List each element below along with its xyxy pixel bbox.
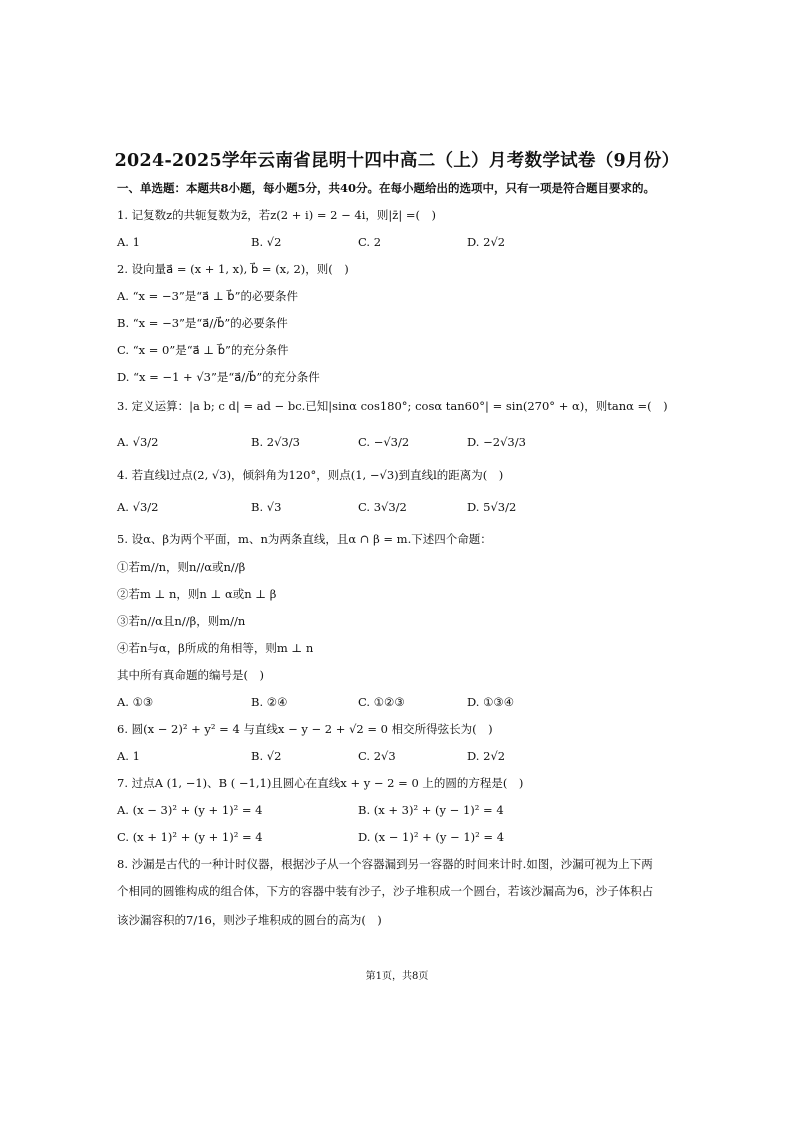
question-5-proposition-2: ②若m ⊥ n，则n ⊥ α或n ⊥ β xyxy=(117,587,277,601)
question-4-stem: 4. 若直线l过点(2, √3)，倾斜角为120°，则点(1, −√3)到直线l的距离为( ) xyxy=(117,468,504,482)
question-3-option-c: C. −√3/2 xyxy=(358,435,410,449)
question-5-proposition-3: ③若n//α且n//β，则m//n xyxy=(117,614,246,628)
question-4-option-c: C. 3√3/2 xyxy=(358,500,407,514)
question-7-stem: 7. 过点A (1, −1)、B ( −1,1)且圆心在直线x + y − 2 = 0 上的圆的方程是( ) xyxy=(117,776,524,790)
question-7-option-a: A. (x − 3)² + (y + 1)² = 4 xyxy=(117,803,263,817)
page-footer: 第1页，共8页 xyxy=(365,971,429,982)
question-6-option-b: B. √2 xyxy=(251,749,282,763)
question-5-ask: 其中所有真命题的编号是( ) xyxy=(117,668,264,682)
question-5-stem: 5. 设α、β为两个平面，m、n为两条直线，且α ∩ β = m.下述四个命题： xyxy=(117,532,492,546)
question-4-option-a: A. √3/2 xyxy=(117,500,159,514)
question-8-line-2: 个相同的圆锥构成的组合体，下方的容器中装有沙子，沙子堆积成一个圆台，若该沙漏高为6，沙子体积占 xyxy=(117,884,654,898)
question-2-stem: 2. 设向量a⃗ = (x + 1, x), b⃗ = (x, 2)，则( ) xyxy=(117,262,349,276)
question-5-proposition-1: ①若m//n，则n//α或n//β xyxy=(117,560,246,574)
question-8-line-3: 该沙漏容积的7/16，则沙子堆积成的圆台的高为( ) xyxy=(117,913,382,927)
question-5-option-a: A. ①③ xyxy=(117,695,154,709)
question-1-option-d: D. 2√2 xyxy=(467,235,506,249)
question-3-option-a: A. √3/2 xyxy=(117,435,159,449)
question-2-option-b: B. “x = −3”是“a⃗//b⃗”的必要条件 xyxy=(117,316,288,330)
question-6-stem: 6. 圆(x − 2)² + y² = 4 与直线x − y − 2 + √2 = 0 相交所得弦长为( ) xyxy=(117,722,493,736)
question-3-stem: 3. 定义运算：|a b; c d| = ad − bc.已知|sinα cos180°; cosα tan60°| = sin(270° + α)，则tanα =( ) xyxy=(117,399,668,413)
question-5-option-d: D. ①③④ xyxy=(467,695,515,709)
page-title: 2024-2025学年云南省昆明十四中高二（上）月考数学试卷（9月份） xyxy=(114,151,680,171)
question-4-option-d: D. 5√3/2 xyxy=(467,500,517,514)
question-6-option-c: C. 2√3 xyxy=(358,749,396,763)
question-2-option-d: D. “x = −1 + √3”是“a⃗//b⃗”的充分条件 xyxy=(117,370,320,384)
question-6-option-d: D. 2√2 xyxy=(467,749,506,763)
question-1-stem: 1. 记复数z的共轭复数为z̄，若z(2 + i) = 2 − 4i，则|z̄| =( ) xyxy=(117,208,436,222)
question-2-option-a: A. “x = −3”是“a⃗ ⊥ b⃗”的必要条件 xyxy=(117,289,298,303)
question-5-proposition-4: ④若n与α，β所成的角相等，则m ⊥ n xyxy=(117,641,314,655)
question-1-option-c: C. 2 xyxy=(358,235,382,249)
question-3-option-d: D. −2√3/3 xyxy=(467,435,526,449)
question-7-option-b: B. (x + 3)² + (y − 1)² = 4 xyxy=(358,803,504,817)
question-7-option-c: C. (x + 1)² + (y + 1)² = 4 xyxy=(117,830,263,844)
question-7-option-d: D. (x − 1)² + (y − 1)² = 4 xyxy=(358,830,505,844)
question-5-option-c: C. ①②③ xyxy=(358,695,405,709)
question-6-option-a: A. 1 xyxy=(117,749,140,763)
section-header: 一、单选题：本题共8小题，每小题5分，共40分。在每小题给出的选项中，只有一项是符合题目要求的。 xyxy=(117,181,656,195)
question-1-option-b: B. √2 xyxy=(251,235,282,249)
question-2-option-c: C. “x = 0”是“a⃗ ⊥ b⃗”的充分条件 xyxy=(117,343,289,357)
question-8-line-1: 8. 沙漏是古代的一种计时仪器，根据沙子从一个容器漏到另一容器的时间来计时.如图，沙漏可视为上下两 xyxy=(117,857,653,871)
question-3-option-b: B. 2√3/3 xyxy=(251,435,300,449)
question-1-option-a: A. 1 xyxy=(117,235,140,249)
question-5-option-b: B. ②④ xyxy=(251,695,288,709)
question-4-option-b: B. √3 xyxy=(251,500,282,514)
